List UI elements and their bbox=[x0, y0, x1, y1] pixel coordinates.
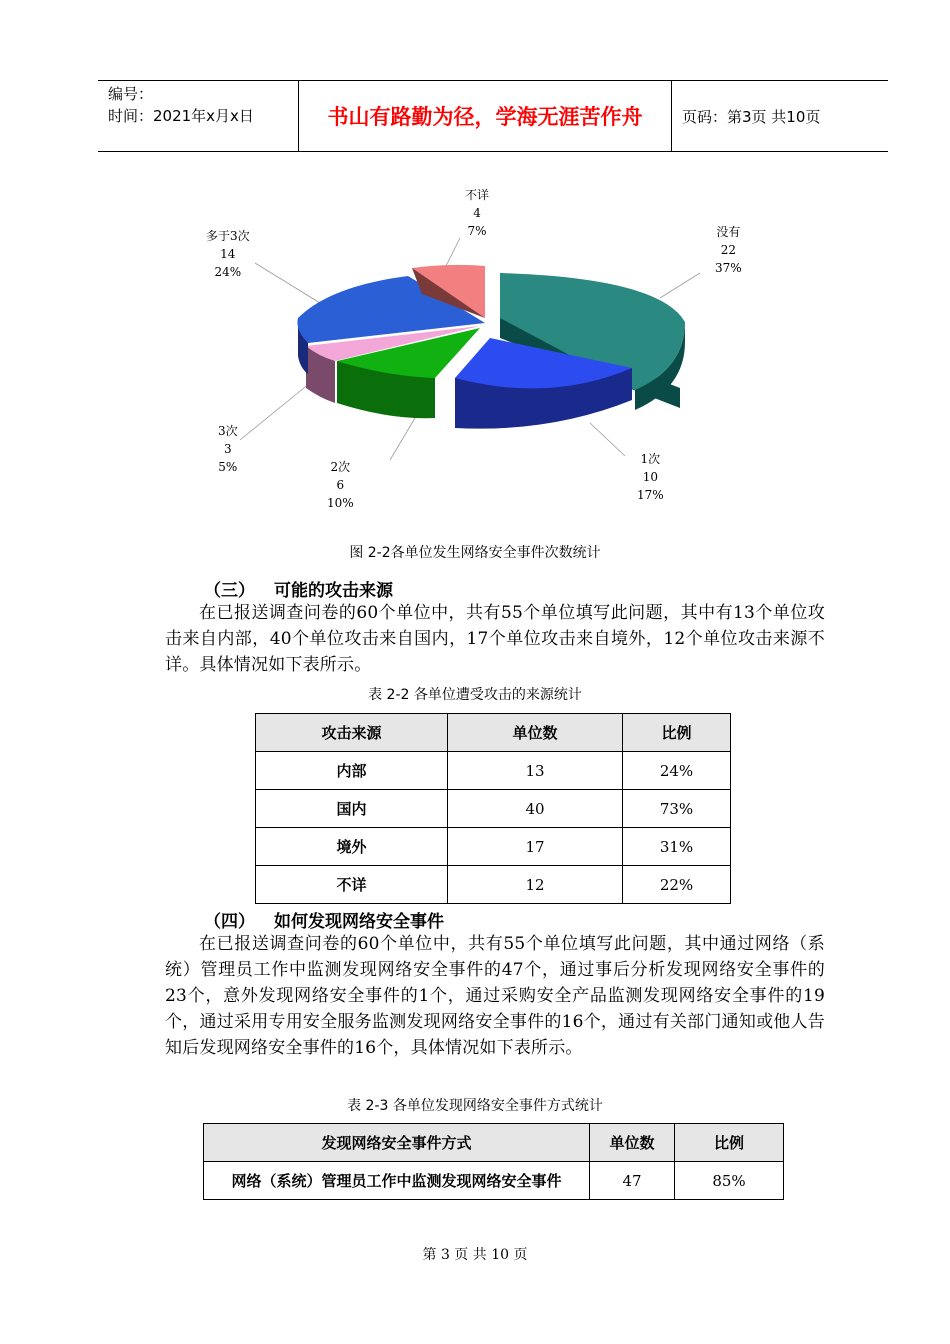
header-slogan: 书山有路勤为径，学海无涯苦作舟 bbox=[298, 81, 672, 151]
column-header: 比例 bbox=[623, 714, 731, 752]
figure-caption: 图 2-2各单位发生网络安全事件次数统计 bbox=[349, 545, 601, 561]
label-percent: 5% bbox=[218, 460, 238, 474]
table-2-3-caption: 表 2-3 各单位发现网络安全事件方式统计 bbox=[347, 1098, 603, 1114]
table-row bbox=[256, 752, 731, 790]
table-2-3 bbox=[203, 1123, 784, 1200]
section-3-heading bbox=[204, 576, 393, 601]
table-cell: 73% bbox=[623, 790, 731, 828]
section-4-title: 如何发现网络安全事件 bbox=[274, 912, 444, 932]
label-value: 14 bbox=[220, 247, 236, 261]
label-name: 没有 bbox=[716, 225, 741, 239]
pie-label-more3 bbox=[206, 227, 250, 281]
table-cell: 40 bbox=[448, 790, 623, 828]
table-cell: 31% bbox=[623, 828, 731, 866]
label-name: 多于3次 bbox=[206, 229, 250, 243]
label-name: 2次 bbox=[330, 460, 351, 474]
table-row bbox=[256, 790, 731, 828]
pie-label-3 bbox=[218, 422, 238, 476]
serial-label: 编号： bbox=[108, 85, 154, 103]
label-value: 4 bbox=[473, 206, 481, 220]
table-row bbox=[256, 828, 731, 866]
label-value: 10 bbox=[642, 470, 658, 484]
table-cell: 17 bbox=[448, 828, 623, 866]
table-cell: 国内 bbox=[256, 790, 448, 828]
table-cell: 47 bbox=[590, 1162, 675, 1200]
label-name: 不详 bbox=[465, 188, 490, 202]
table-row bbox=[204, 1162, 784, 1200]
page-header bbox=[98, 80, 888, 152]
label-percent: 10% bbox=[327, 496, 354, 510]
table-header-row bbox=[204, 1124, 784, 1162]
section-4-number: （四） bbox=[204, 912, 255, 932]
section-3-number: （三） bbox=[204, 581, 255, 601]
section-4-paragraph: 在已报送调查问卷的60个单位中，共有55个单位填写此问题，其中通过网络（系统）管理员工作中监测发现网络安全事件的47个，通过事后分析发现网络安全事件的23个，意外发现网络安全事件的1个，通过采购安全产品监测发现网络安全事件的19个，通过采用专用安全服务监测发现网络安全事件的16个，通过有关部门通知或他人告知后发现网络安全事件的16个，具体情况如下表所示。 bbox=[165, 934, 825, 1058]
leader-line-2 bbox=[390, 418, 415, 460]
label-percent: 7% bbox=[467, 224, 487, 238]
time-label: 时间：2021年x月x日 bbox=[108, 107, 254, 125]
label-percent: 17% bbox=[637, 488, 664, 502]
label-percent: 24% bbox=[214, 265, 242, 279]
table-header-row bbox=[256, 714, 731, 752]
leader-line-more3 bbox=[255, 263, 320, 303]
table-2-2 bbox=[255, 713, 731, 904]
table-cell: 13 bbox=[448, 752, 623, 790]
header-meta bbox=[98, 81, 298, 151]
leader-line-none bbox=[660, 273, 700, 298]
page-footer: 第 3 页 共 10 页 bbox=[422, 1247, 528, 1263]
label-percent: 37% bbox=[715, 261, 742, 275]
section-4-heading bbox=[204, 907, 444, 932]
table-row bbox=[256, 866, 731, 904]
column-header: 单位数 bbox=[590, 1124, 675, 1162]
pie-chart bbox=[190, 178, 770, 518]
column-header: 发现网络安全事件方式 bbox=[204, 1124, 590, 1162]
leader-line-1 bbox=[590, 423, 625, 456]
pie-label-2 bbox=[327, 458, 354, 512]
label-name: 3次 bbox=[218, 424, 238, 438]
pie-label-unknown bbox=[465, 186, 489, 240]
section-3-title: 可能的攻击来源 bbox=[274, 581, 393, 601]
section-3-paragraph: 在已报送调查问卷的60个单位中，共有55个单位填写此问题，其中有13个单位攻击来自内部，40个单位攻击来自国内，17个单位攻击来自境外，12个单位攻击来源不详。具体情况如下表所示。 bbox=[165, 603, 825, 675]
table-2-2-caption: 表 2-2 各单位遭受攻击的来源统计 bbox=[368, 687, 582, 703]
table-cell: 内部 bbox=[256, 752, 448, 790]
label-value: 6 bbox=[336, 478, 345, 492]
label-value: 3 bbox=[224, 442, 232, 456]
table-cell: 24% bbox=[623, 752, 731, 790]
label-value: 22 bbox=[720, 243, 736, 257]
table-cell: 网络（系统）管理员工作中监测发现网络安全事件 bbox=[204, 1162, 590, 1200]
pie-label-1 bbox=[637, 450, 664, 504]
column-header: 单位数 bbox=[448, 714, 623, 752]
table-cell: 不详 bbox=[256, 866, 448, 904]
column-header: 比例 bbox=[675, 1124, 784, 1162]
table-cell: 22% bbox=[623, 866, 731, 904]
table-cell: 85% bbox=[675, 1162, 784, 1200]
leader-line-3 bbox=[240, 383, 310, 440]
label-name: 1次 bbox=[640, 452, 661, 466]
table-cell: 境外 bbox=[256, 828, 448, 866]
leader-line-unknown bbox=[445, 238, 460, 268]
pie-label-none bbox=[715, 223, 742, 277]
header-page-info: 页码：第3页 共10页 bbox=[682, 107, 821, 126]
table-cell: 12 bbox=[448, 866, 623, 904]
column-header: 攻击来源 bbox=[256, 714, 448, 752]
